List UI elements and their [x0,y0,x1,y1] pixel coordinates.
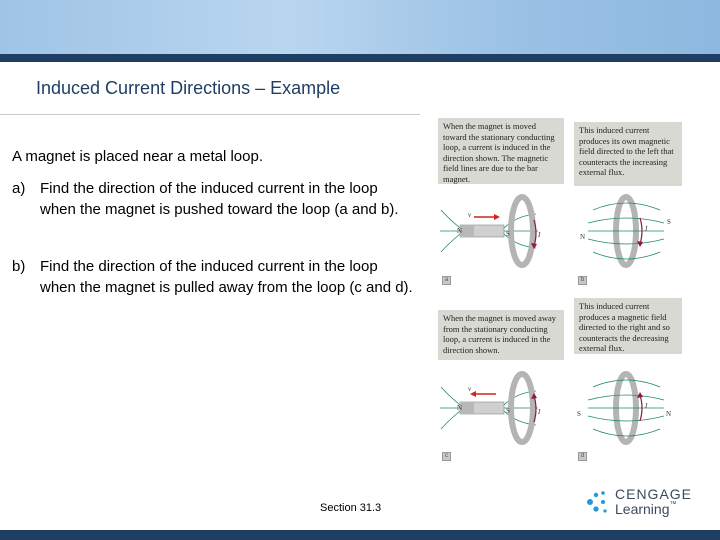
magnet-north-end-c [460,402,474,414]
north-label-c: N [457,404,463,412]
south-label-a: S [506,230,510,238]
question-b [12,256,416,298]
panel-d-diagram [588,374,664,442]
current-label-c: I [538,408,541,416]
footer-rule [0,530,720,540]
panel-b-diagram [588,197,664,265]
current-label-d: I [645,402,648,410]
induction-figure [438,118,688,463]
panel-c-diagram [440,374,538,442]
panel-a-diagram [440,197,538,265]
velocity-label-c: v [468,385,472,393]
panel-tag-a: a [442,276,451,285]
title-underline [0,114,420,115]
slide-title: Induced Current Directions – Example [36,78,341,98]
north-label-b: N [580,233,586,241]
south-label-c: S [506,407,510,415]
header-rule [0,54,720,62]
question-marker: b) [12,258,26,275]
field-lines-b [588,203,664,259]
panel-tag-b: b [578,276,587,285]
caption-a: When the magnet is moved toward the stationary conducting loop, a current is induced in the direction shown. The magnetic field lines are due to the bar magnet. [438,118,564,184]
intro-text: A magnet is placed near a metal loop. [12,148,263,165]
panel-tag-c: c [442,452,451,461]
caption-d: This induced current produces a magnetic field directed to the right and so counteracts the decreasing external flux. [574,298,682,354]
trademark-mark: ™ [669,501,677,508]
induction-diagrams [438,118,688,463]
company-name: CENGAGE [615,486,693,502]
south-label-d: S [577,410,581,418]
question-text: Find the direction of the induced current in the loop when the magnet is pushed toward the loop (a and b). [40,180,399,218]
header-gradient-band [0,0,720,54]
current-label-b: I [645,225,648,233]
caption-b: This induced current produces its own magnetic field directed to the left that counteracts the increasing external flux. [574,122,682,186]
caption-c: When the magnet is moved away from the stationary conducting loop, a current is induced in the direction shown. [438,310,564,360]
company-sub [615,501,677,517]
magnet-north-end-a [460,225,474,237]
field-lines-d [588,380,664,436]
north-label-a: N [457,227,463,235]
cengage-logo [582,486,692,518]
velocity-label-a: v [468,211,472,219]
current-label-a: I [538,231,541,239]
cengage-mark-icon [582,488,612,518]
panel-tag-d: d [578,452,587,461]
south-label-b: S [667,218,671,226]
section-label: Section 31.3 [320,502,382,514]
company-sub-text: Learning [615,501,670,517]
question-a [12,178,416,220]
question-text: Find the direction of the induced current in the loop when the magnet is pulled away from the loop (c and d). [40,258,413,296]
question-marker: a) [12,180,26,197]
north-label-d: N [666,410,672,418]
